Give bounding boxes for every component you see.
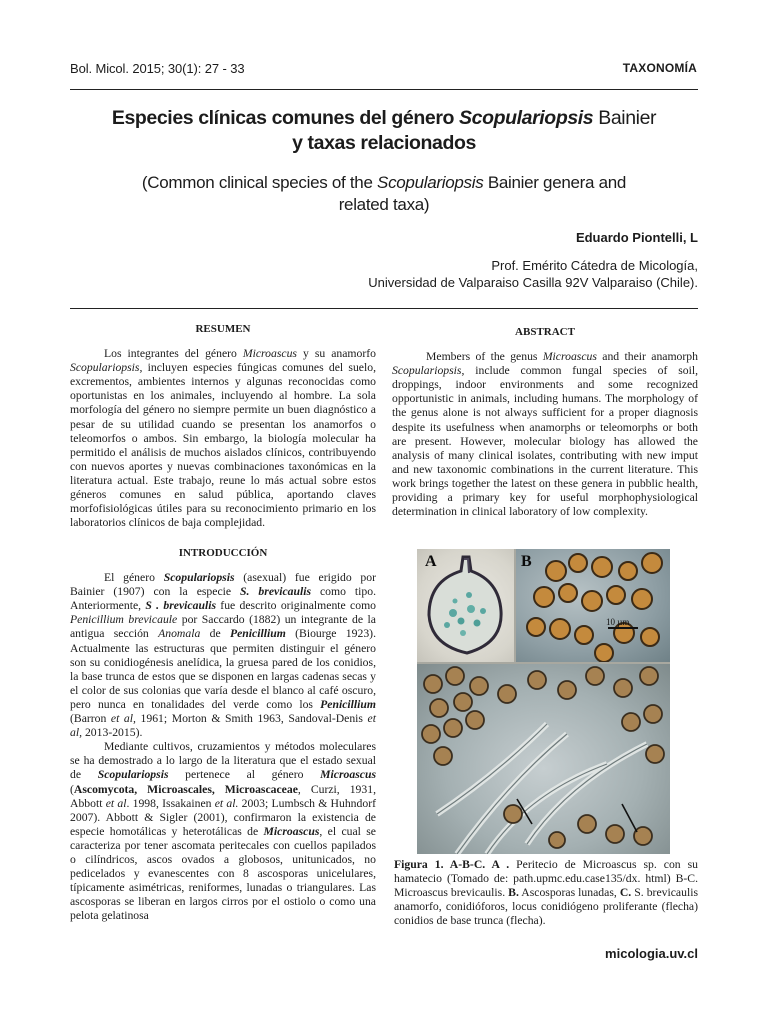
affiliation-line2: Universidad de Valparaiso Casilla 92V Valparaiso (Chile). [368, 275, 698, 290]
footer-url: micologia.uv.cl [605, 946, 698, 961]
journal-citation: Bol. Micol. 2015; 30(1): 27 - 33 [70, 61, 245, 76]
intro-paragraph-2: Mediante cultivos, cruzamientos y métodos moleculares se ha demostrado a lo largo de la literatura que el estado sexual de Scopulariopsis pertenece al género Microascus (Ascomycota, Microascales, Microascaceae, Curzi, 1931, Abbott et al. 1998, Issakainen et al. 2003; Lumbsch & Huhndorf 2007). Abbott & Sigler (2001), confirmaron la existencia de especie homotálicas y heterotálicas de Microascus, el cual se caracteriza por tener ascomata peritecales con cuellos papilados o cilíndricos, ascos ovados a globosos, unitunicados, no pedicelados y evanescentes con 8 ascosporas unicelulares, típicamente asimétricas, reniformes, lunadas o triangulares. Las ascosporas se liberan en largos cirros por el ostiolo o como una pelota gelatinosa [70, 740, 377, 923]
abstract-paragraph: Members of the genus Microascus and their anamorph Scopulariopsis, include common fungal species of soil, droppings, indoor environments and some recognized opportunistic in animals, including humans. The morphology of the genus alone is not always sufficient for a proper diagnosis despite its usefulness when anamorphs or teleomorphs or both are present. However, molecular biology has allowed the analysis of many clinical isolates, contributing with new imput and new taxonomic combinations in the current literature. This work brings together the latest on these genera in pubblic health, providing a primary key for useful morphophysiological determination in clinical laboratory of low complexity. [392, 350, 698, 519]
author-name: Eduardo Piontelli, L [575, 230, 698, 245]
title-genus: Scopulariopsis [459, 107, 594, 129]
resumen-paragraph: Los integrantes del género Microascus y su anamorfo Scopulariopsis, incluyen especies fúngicas comunes del suelo, excrementos, ambientes internos y algunas reconocidas como oportunistas en los animales, incluyendo al hombre. La sola morfología del género no siempre permite un buen diagnóstico a pesar de su utilidad cuando se presentan los anamorfos o teleomorfos o ambos. Sin embargo, la biología molecular ha permitido el análisis de muchos aislados clínicos, contribuyendo con nuevos aportes y nuevas combinaciones taxonómicas en la literatura actual. Este trabajo, reune lo más actual sobre estos géneros comunes en salud pública, aportando claves morfofisiológicas útiles para su reconocimiento primario en los laboratorios clínicos de baja complejidad. [70, 347, 376, 530]
author-affiliation [368, 257, 698, 291]
subtitle-line2: related taxa) [338, 195, 430, 214]
affiliation-rule [70, 308, 698, 309]
introduccion-heading: INTRODUCCIÓN [178, 547, 268, 559]
header-rule [70, 89, 698, 90]
affiliation-line1: Prof. Emérito Cátedra de Micología, [491, 258, 698, 273]
figure-panel-a [417, 549, 514, 662]
abstract-heading: ABSTRACT [515, 326, 575, 338]
intro-paragraph-1: El género Scopulariopsis (asexual) fue erigido por Bainier (1907) con la especie S. brevicaulis como tipo. Anteriormente, S . brevicaulis fue descrito originalmente como Penicillium brevicaule por Saccardo (1882) un integrante de la antigua sección Anomala de Penicillium (Biourge 1923). Actualmente las estructuras que permiten distinguir el género son su conidiogénesis anelídica, la gruesa pared de los conidios, la base trunca de estos que se disponen en largas cadenas secas y el color de sus colonias que varía desde el blanco al café oscuro, pero nunca en tonalidades del verde como los Penicillium (Barron et al, 1961; Morton & Smith 1963, Sandoval-Denis et al, 2013-2015). [70, 571, 377, 740]
subtitle-text: (Common clinical species of the [141, 173, 378, 192]
introduccion-section [70, 546, 376, 923]
resumen-section [70, 322, 376, 530]
figure-panel-c [417, 664, 670, 854]
resumen-heading: RESUMEN [195, 323, 251, 335]
figure-1-micrograph [417, 549, 670, 854]
ascospores-image [516, 549, 670, 662]
subtitle-text-end: Bainier genera and [483, 173, 627, 192]
figure-panel-b [516, 549, 670, 662]
title-author-name: Bainier [593, 107, 657, 129]
panel-label-a: A [425, 553, 437, 570]
article-subtitle [70, 172, 698, 216]
section-label: TAXONOMÍA [622, 61, 697, 75]
article-title [70, 106, 698, 156]
conidiophores-image [417, 664, 670, 854]
panel-label-b: B [521, 553, 532, 570]
title-text: Especies clínicas comunes del género [111, 107, 460, 129]
scale-bar-label: 10 µm [606, 617, 630, 627]
title-line2: y taxas relacionados [292, 132, 476, 154]
figure-caption: Figura 1. A-B-C. A . Peritecio de Microascus sp. con su hamatecio (Tomado de: path.upmc.edu.case135/dx. html) B-C. Microascus brevicaulis. B. Ascosporas lunadas, C. S. brevicaulis anamorfo, conidióforos, locus conidiógeno proliferante (flecha) conidios de base trunca (flecha). [394, 858, 698, 928]
subtitle-genus: Scopulariopsis [377, 173, 484, 192]
abstract-section [392, 325, 698, 519]
